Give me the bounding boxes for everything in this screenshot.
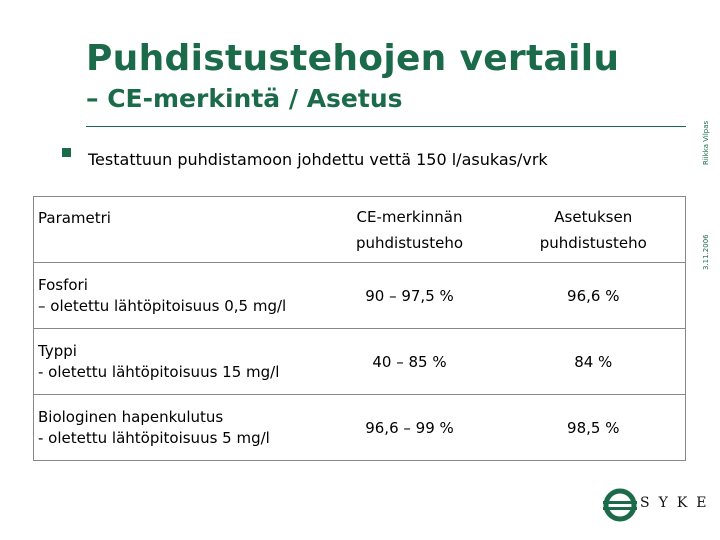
param-detail: - oletettu lähtöpitoisuus 15 mg/l — [38, 362, 280, 381]
param-name: Biologinen hapenkulutus — [38, 407, 224, 426]
title-divider — [86, 126, 686, 127]
ce-value: 40 – 85 % — [318, 329, 502, 395]
table-row — [34, 395, 686, 461]
asetus-value: 98,5 % — [502, 395, 686, 461]
asetus-value: 84 % — [502, 329, 686, 395]
slide-title: Puhdistustehojen vertailu — [86, 38, 620, 79]
param-detail: - oletettu lähtöpitoisuus 5 mg/l — [38, 428, 270, 447]
slide-subtitle: – CE-merkintä / Asetus — [86, 84, 403, 113]
param-cell — [34, 263, 318, 329]
logo-text: SYKE — [640, 495, 716, 511]
bullet-text: Testattuun puhdistamoon johdettu vettä 150 l/asukas/vrk — [88, 150, 548, 169]
ce-value: 90 – 97,5 % — [318, 263, 502, 329]
bullet-square-icon — [62, 148, 71, 157]
header-ce — [318, 197, 502, 263]
param-cell — [34, 329, 318, 395]
header-asetus — [502, 197, 686, 263]
header-parametri: Parametri — [34, 197, 318, 263]
param-name: Typpi — [38, 341, 77, 360]
table-row — [34, 329, 686, 395]
table-header-row — [34, 197, 686, 263]
header-asetus-line2: puhdistusteho — [539, 233, 647, 252]
header-ce-line2: puhdistusteho — [355, 233, 464, 252]
ce-value: 96,6 – 99 % — [318, 395, 502, 461]
asetus-value: 96,6 % — [502, 263, 686, 329]
comparison-table — [33, 196, 686, 461]
table-row — [34, 263, 686, 329]
side-date-label: 3.11.2006 — [702, 234, 710, 270]
param-name: Fosfori — [38, 275, 88, 294]
param-cell — [34, 395, 318, 461]
header-ce-line1: CE-merkinnän — [356, 207, 463, 226]
param-detail: – oletettu lähtöpitoisuus 0,5 mg/l — [38, 296, 287, 315]
side-author-label: Riikka Vilpas — [702, 120, 710, 165]
header-asetus-line1: Asetuksen — [554, 207, 633, 226]
syke-logo-icon — [603, 488, 637, 522]
